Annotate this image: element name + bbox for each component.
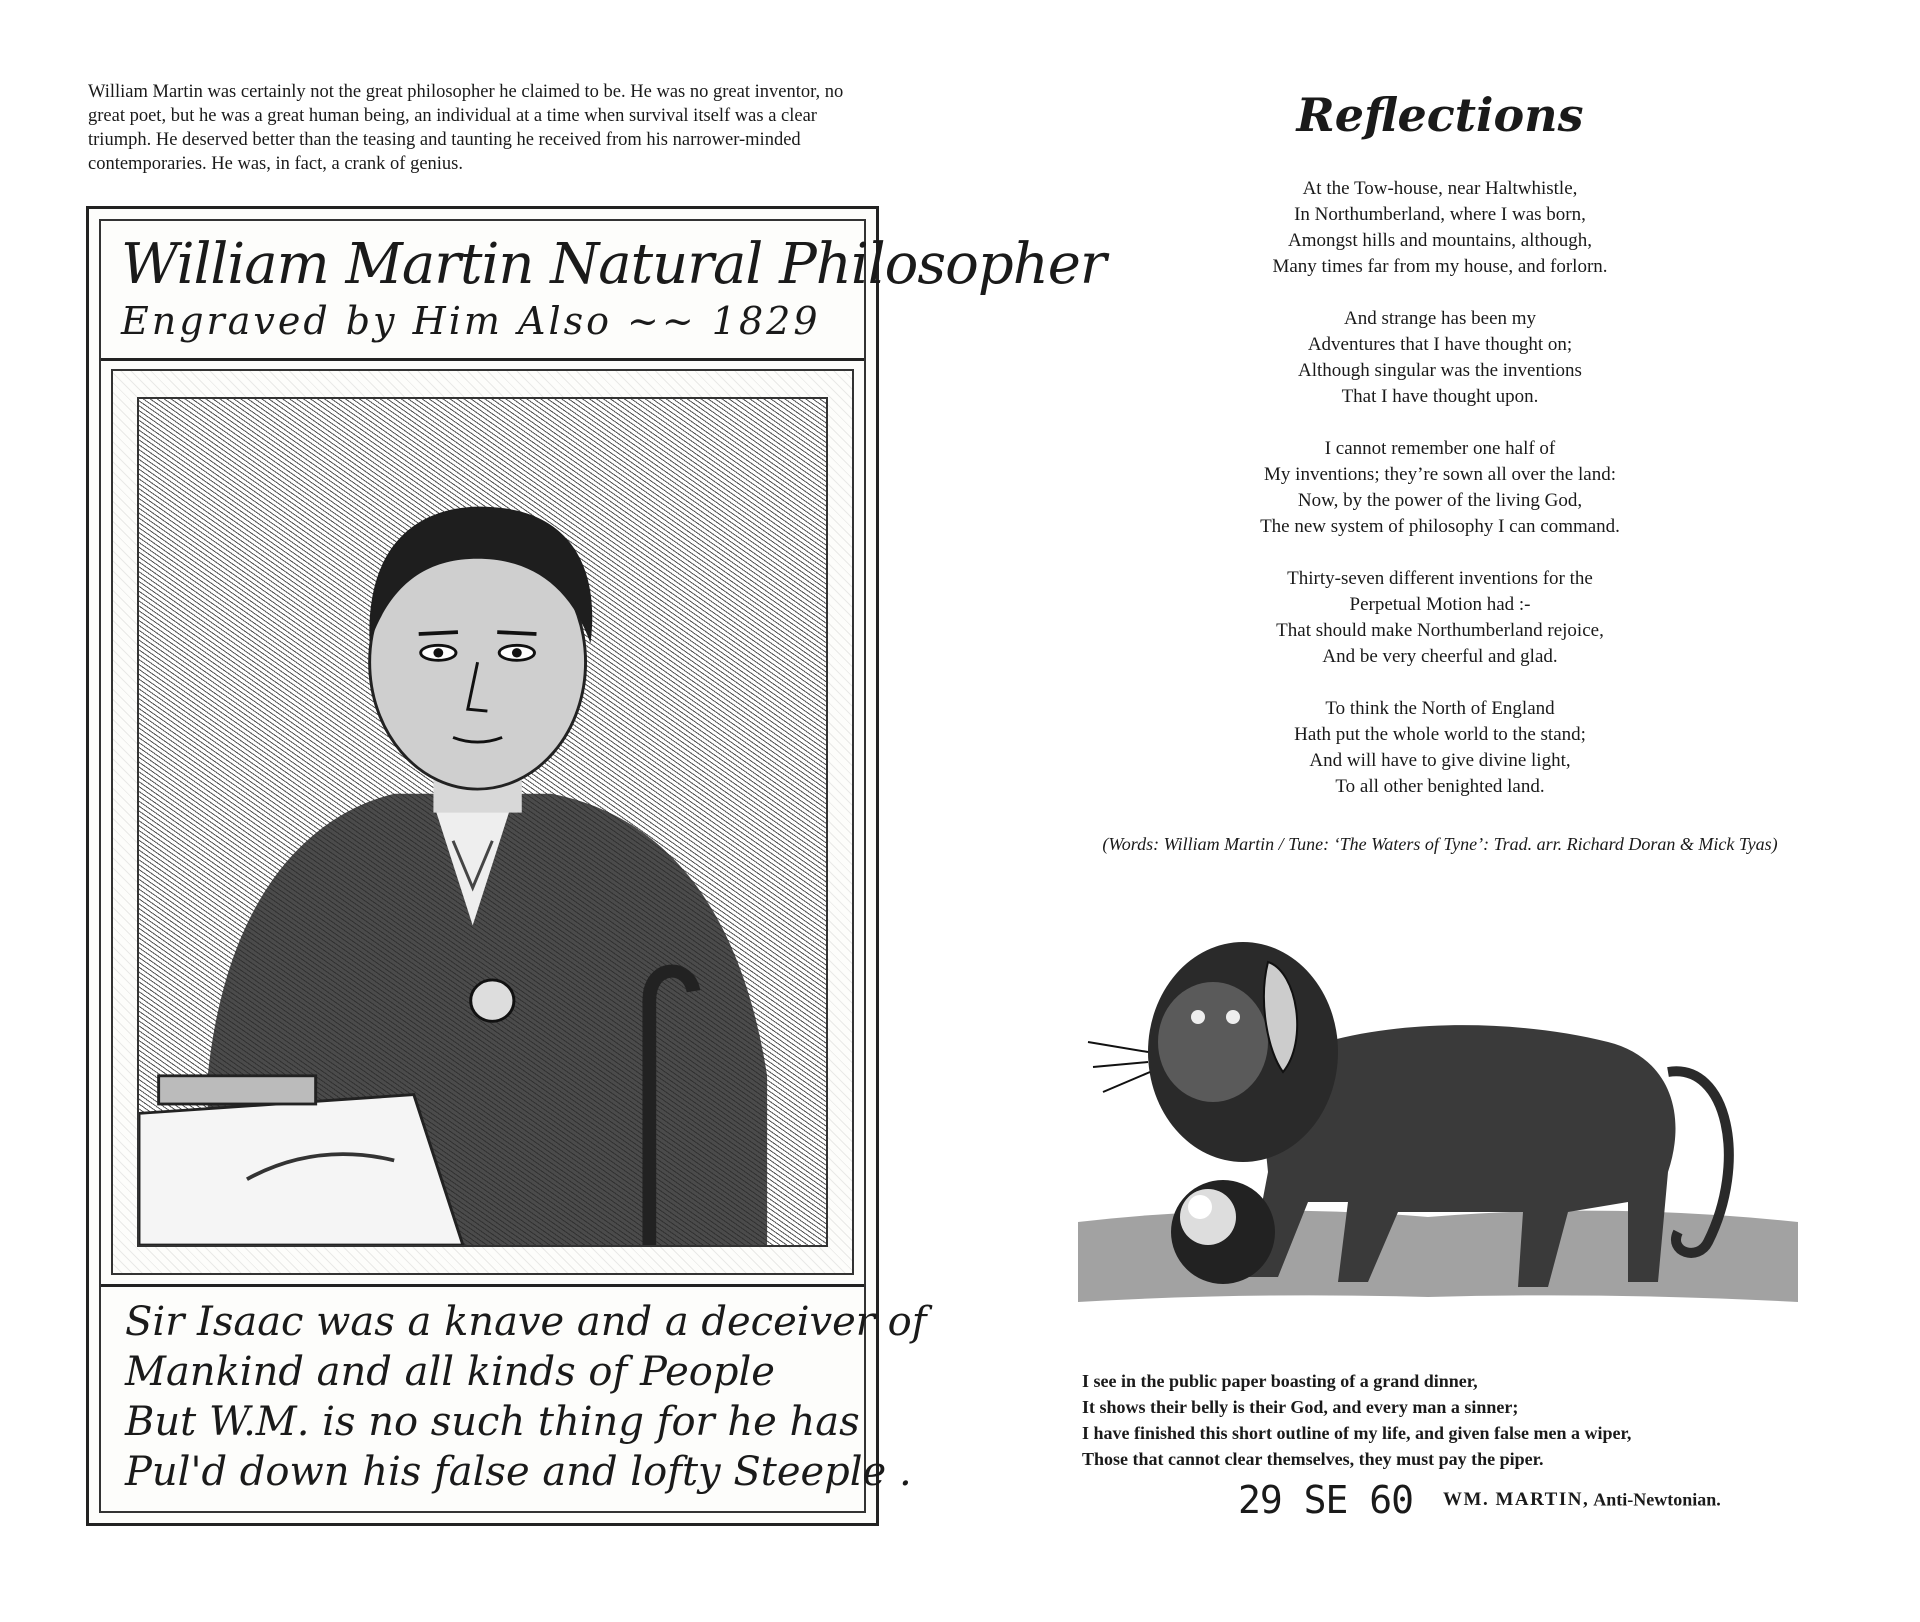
poem-line: Thirty-seven different inventions for the xyxy=(1287,568,1593,589)
caption-line: Mankind and all kinds of People xyxy=(125,1349,775,1395)
poem-line: And be very cheerful and glad. xyxy=(1322,646,1558,667)
lion-illustration xyxy=(1068,902,1803,1352)
signature-line xyxy=(1238,1478,1721,1522)
poem-line: Now, by the power of the living God, xyxy=(1297,490,1583,511)
poem-line: At the Tow-house, near Haltwhistle, xyxy=(1302,178,1578,199)
poem-line: Perpetual Motion had :- xyxy=(1349,594,1531,615)
stanza xyxy=(960,696,1920,800)
portrait-engraving xyxy=(86,206,1106,1526)
engraving-divider-bottom xyxy=(101,1284,864,1287)
lion-woodcut xyxy=(1068,902,1803,1352)
portrait-image xyxy=(137,397,828,1247)
section-title: Reflections xyxy=(1296,88,1584,142)
poem-line: That should make Northumberland rejoice, xyxy=(1276,620,1604,641)
portrait-illustration xyxy=(139,399,826,1245)
poem-line: Many times far from my house, and forlorn. xyxy=(1272,256,1608,277)
signature-title: Anti-Newtonian. xyxy=(1593,1489,1721,1510)
stanza xyxy=(960,566,1920,670)
caption-line: Sir Isaac was a knave and a deceiver of xyxy=(125,1299,927,1345)
stanza xyxy=(960,176,1920,280)
engraving-title-line2: Engraved by Him Also ~~ 1829 xyxy=(121,299,821,343)
stanza xyxy=(960,436,1920,540)
date-stamp: 29 SE 60 xyxy=(1238,1478,1414,1522)
poem-line: I cannot remember one half of xyxy=(1324,438,1556,459)
poem-line: That I have thought upon. xyxy=(1341,386,1539,407)
poem-line: To think the North of England xyxy=(1325,698,1555,719)
verse-line: I have finished this short outline of my life, and given false men a wiper, xyxy=(1082,1423,1632,1443)
poem-line: And will have to give divine light, xyxy=(1309,750,1571,771)
engraving-divider-top xyxy=(101,358,864,361)
engraving-caption xyxy=(125,1297,927,1497)
poem-line: Amongst hills and mountains, although, xyxy=(1288,230,1592,251)
poem-line: The new system of philosophy I can command. xyxy=(1260,516,1620,537)
poem xyxy=(960,176,1920,826)
poem-line: In Northumberland, where I was born, xyxy=(1294,204,1586,225)
song-credit: (Words: William Martin / Tune: ‘The Waters of Tyne’: Trad. arr. Richard Doran & Mick Tyas) xyxy=(1102,834,1778,854)
poem-line: To all other benighted land. xyxy=(1335,776,1545,797)
verse-line: Those that cannot clear themselves, they must pay the piper. xyxy=(1082,1449,1544,1469)
engraving-title-line1: William Martin Natural Philosopher xyxy=(121,232,1106,297)
poem-line: And strange has been my xyxy=(1343,308,1537,329)
poem-line: Adventures that I have thought on; xyxy=(1307,334,1573,355)
verse-line: I see in the public paper boasting of a grand dinner, xyxy=(1082,1371,1478,1391)
right-page xyxy=(960,0,1920,1622)
stanza xyxy=(960,306,1920,410)
intro-paragraph: William Martin was certainly not the great philosopher he claimed to be. He was no great inventor, no great poet, but he was a great human being, an individual at a time when survival itself was a clear triumph. He deserved better than the teasing and taunting he received from his narrower-minded contemporaries. He was, in fact, a crank of genius. xyxy=(88,82,844,174)
caption-line: Pul'd down his false and lofty Steeple . xyxy=(125,1449,912,1495)
engraving-inner-frame xyxy=(99,219,1106,1513)
caption-line: But W.M. is no such thing for he has xyxy=(125,1399,860,1445)
poem-line: My inventions; they’re sown all over the land: xyxy=(1264,464,1616,485)
verse-line: It shows their belly is their God, and every man a sinner; xyxy=(1082,1397,1519,1417)
poem-line: Hath put the whole world to the stand; xyxy=(1294,724,1586,745)
signature-name: WM. MARTIN, xyxy=(1443,1489,1590,1510)
verse xyxy=(1082,1368,1802,1472)
engraving-title xyxy=(121,231,1106,351)
engraving-decorative-border xyxy=(111,369,854,1275)
poem-line: Although singular was the inventions xyxy=(1298,360,1582,381)
